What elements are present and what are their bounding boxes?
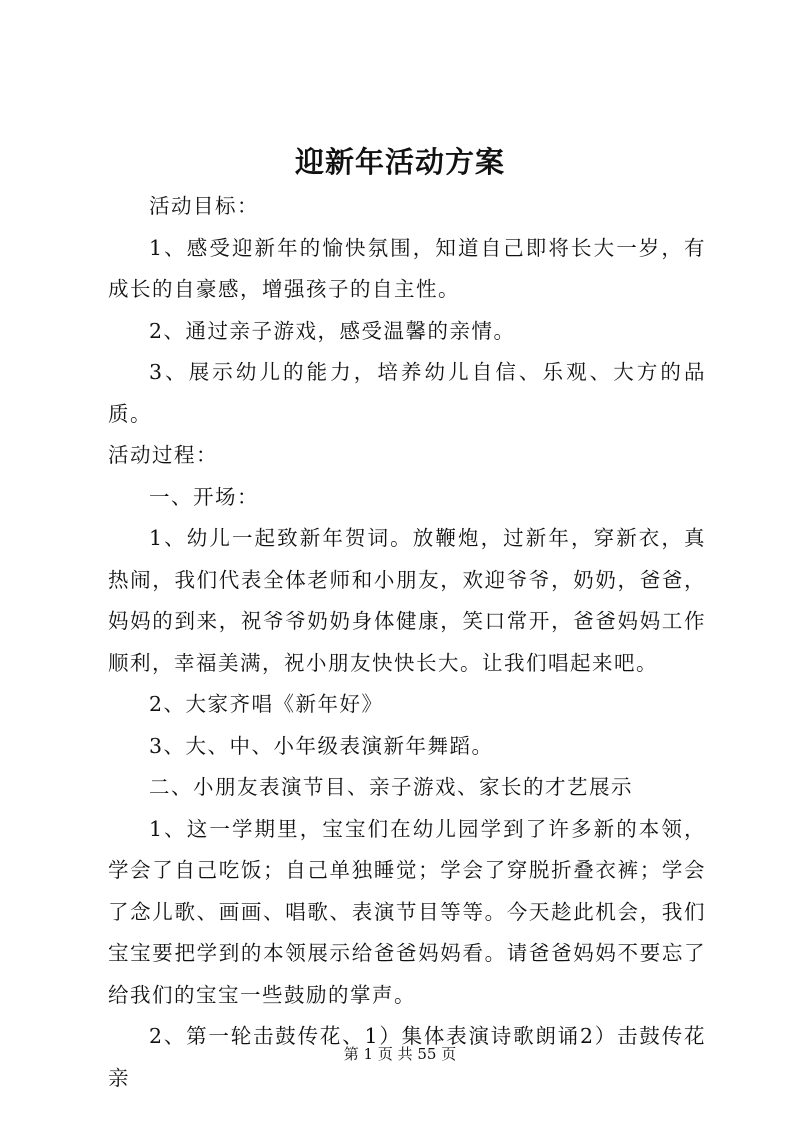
document-body	[108, 186, 706, 1099]
page-number-footer: 第 1 页 共 55 页	[343, 1045, 457, 1063]
paragraph: 1、感受迎新年的愉快氛围，知道自己即将长大一岁，有成长的自豪感，增强孩子的自主性。	[108, 235, 706, 301]
paragraph: 2、通过亲子游戏，感受温馨的亲情。	[149, 318, 516, 343]
document-title: 迎新年活动方案	[294, 145, 505, 179]
paragraph: 活动过程：	[108, 443, 218, 467]
paragraph: 1、幼儿一起致新年贺词。放鞭炮，过新年，穿新衣，真热闹，我们代表全体老师和小朋友，欢迎爷爷，奶奶，爸爸，妈妈的到来，祝爷爷奶奶身体健康，笑口常开，爸爸妈妈工作顺利，幸福美满，祝小朋友快快长大。让我们唱起来吧。	[108, 526, 706, 675]
paragraph: 3、大、中、小年级表演新年舞蹈。	[149, 733, 494, 758]
paragraph: 活动目标：	[149, 194, 259, 218]
paragraph: 1、这一学期里，宝宝们在幼儿园学到了许多新的本领，学会了自己吃饭；自己单独睡觉；学会了穿脱折叠衣裤；学会了念儿歌、画画、唱歌、表演节目等等。今天趁此机会，我们宝宝要把学到的本领展示给爸爸妈妈看。请爸爸妈妈不要忘了给我们的宝宝一些鼓励的掌声。	[108, 816, 706, 1007]
paragraph: 二、小朋友表演节目、亲子游戏、家长的才艺展示	[149, 775, 633, 799]
paragraph: 2、第一轮击鼓传花、1）集体表演诗歌朗诵2）击鼓传花亲	[108, 1024, 706, 1090]
paragraph: 3、展示幼儿的能力，培养幼儿自信、乐观、大方的品质。	[108, 360, 706, 426]
paragraph: 一、开场：	[149, 484, 259, 509]
paragraph: 2、大家齐唱《新年好》	[149, 692, 384, 716]
